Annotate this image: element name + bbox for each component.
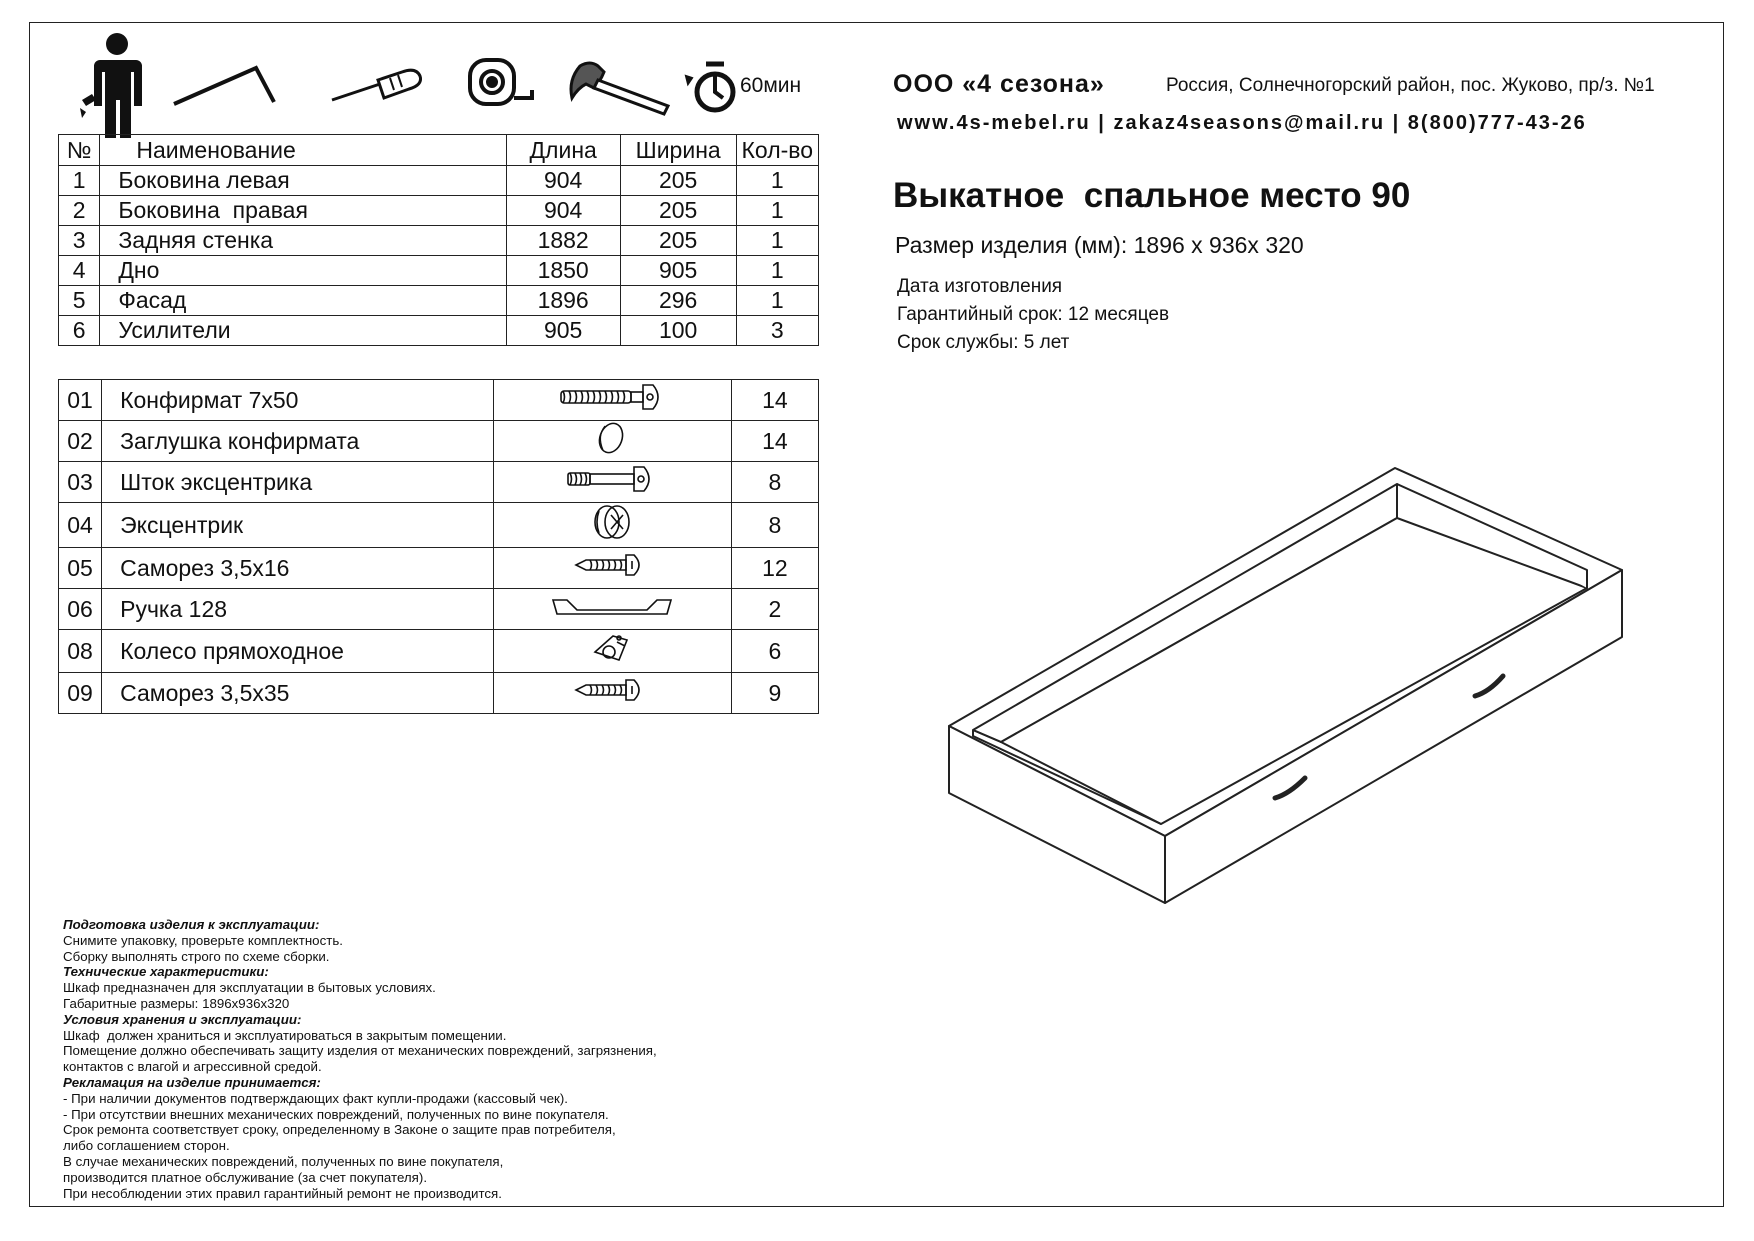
notes-line: Шкаф должен храниться и эксплуатироваться в закрытым помещении. bbox=[63, 1027, 507, 1043]
hardware-name: Эксцентрик bbox=[102, 503, 494, 548]
hardware-number: 08 bbox=[59, 630, 102, 673]
part-width: 205 bbox=[620, 196, 736, 226]
notes-line: Помещение должно обеспечивать защиту изделия от механических повреждений, загрязнения, bbox=[63, 1043, 657, 1059]
hardware-name: Заглушка конфирмата bbox=[102, 421, 494, 462]
person-icon bbox=[80, 33, 142, 138]
notes-line: либо соглашением сторон. bbox=[63, 1138, 230, 1154]
tools-row bbox=[80, 28, 840, 140]
part-number: 6 bbox=[59, 316, 100, 346]
hardware-quantity: 8 bbox=[731, 462, 818, 503]
table-row bbox=[59, 462, 819, 503]
notes-heading: Условия хранения и эксплуатации: bbox=[63, 1011, 302, 1027]
company-contacts: www.4s-mebel.ru | zakaz4seasons@mail.ru | 8(800)777-43-26 bbox=[897, 112, 1587, 134]
part-quantity: 1 bbox=[736, 256, 818, 286]
part-name: Задняя стенка bbox=[100, 226, 506, 256]
notes-line: При несоблюдении этих правил гарантийный ремонт не производится. bbox=[63, 1185, 502, 1201]
table-row bbox=[59, 286, 819, 316]
stopwatch-icon bbox=[686, 64, 733, 110]
notes-line: - При наличии документов подтверждающих факт купли-продажи (кассовый чек). bbox=[63, 1090, 568, 1106]
company-address: Россия, Солнечногорский район, пос. Жуково, пр/з. №1 bbox=[1166, 75, 1655, 96]
part-number: 5 bbox=[59, 286, 100, 316]
assembly-time: 60мин bbox=[740, 74, 802, 97]
table-row bbox=[59, 673, 819, 714]
cap-icon bbox=[587, 421, 637, 455]
wheel-icon bbox=[587, 630, 637, 666]
hardware-quantity: 12 bbox=[731, 548, 818, 589]
header-number: № bbox=[59, 135, 100, 166]
hardware-quantity: 14 bbox=[731, 421, 818, 462]
notes-heading: Подготовка изделия к эксплуатации: bbox=[63, 917, 320, 932]
part-name: Боковина правая bbox=[100, 196, 506, 226]
part-quantity: 1 bbox=[736, 226, 818, 256]
notes-line: Срок ремонта соответствует сроку, определенному в Законе о защите прав потребителя, bbox=[63, 1122, 616, 1138]
hardware-number: 09 bbox=[59, 673, 102, 714]
hardware-number: 01 bbox=[59, 380, 102, 421]
part-quantity: 1 bbox=[736, 166, 818, 196]
notes-line: Габаритные размеры: 1896х936х320 bbox=[63, 995, 290, 1011]
manufacture-date: Дата изготовления bbox=[897, 276, 1063, 297]
product-title: Выкатное спальное место 90 bbox=[893, 176, 1411, 215]
table-row bbox=[59, 630, 819, 673]
part-width: 296 bbox=[620, 286, 736, 316]
part-length: 1850 bbox=[506, 256, 620, 286]
part-length: 905 bbox=[506, 316, 620, 346]
table-row bbox=[59, 421, 819, 462]
part-name: Боковина левая bbox=[100, 166, 506, 196]
hammer-icon bbox=[571, 63, 668, 114]
part-name: Дно bbox=[100, 256, 506, 286]
part-quantity: 1 bbox=[736, 196, 818, 226]
header-length: Длина bbox=[506, 135, 620, 166]
hardware-number: 03 bbox=[59, 462, 102, 503]
header-quantity: Кол-во bbox=[736, 135, 818, 166]
hardware-name: Конфирмат 7х50 bbox=[102, 380, 494, 421]
hardware-quantity: 2 bbox=[731, 589, 818, 630]
hardware-name: Колесо прямоходное bbox=[102, 630, 494, 673]
notes-heading: Технические характеристики: bbox=[63, 964, 269, 980]
part-quantity: 3 bbox=[736, 316, 818, 346]
hardware-name: Шток эксцентрика bbox=[102, 462, 494, 503]
part-length: 904 bbox=[506, 166, 620, 196]
part-name: Фасад bbox=[100, 286, 506, 316]
notes-line: контактов с влагой и агрессивной средой. bbox=[63, 1059, 322, 1075]
notes-line: Снимите упаковку, проверьте комплектность. bbox=[63, 932, 343, 948]
screw-icon bbox=[572, 551, 652, 579]
hardware-quantity: 6 bbox=[731, 630, 818, 673]
tape-measure-icon bbox=[470, 60, 532, 104]
hardware-name: Саморез 3,5х16 bbox=[102, 548, 494, 589]
hex-key-icon bbox=[174, 68, 274, 104]
header-name: Наименование bbox=[100, 135, 506, 166]
table-row bbox=[59, 503, 819, 548]
hardware-quantity: 14 bbox=[731, 380, 818, 421]
hardware-quantity: 8 bbox=[731, 503, 818, 548]
part-length: 1882 bbox=[506, 226, 620, 256]
eccentric-bolt-icon bbox=[562, 463, 662, 495]
table-row bbox=[59, 380, 819, 421]
hardware-name: Ручка 128 bbox=[102, 589, 494, 630]
part-quantity: 1 bbox=[736, 286, 818, 316]
notes-line: Сборку выполнять строго по схеме сборки. bbox=[63, 948, 330, 964]
notes-line: - При отсутствии внешних механических повреждений, полученных по вине покупателя. bbox=[63, 1106, 609, 1122]
table-row bbox=[59, 226, 819, 256]
part-width: 205 bbox=[620, 226, 736, 256]
table-row bbox=[59, 589, 819, 630]
table-row bbox=[59, 316, 819, 346]
part-width: 100 bbox=[620, 316, 736, 346]
hardware-table bbox=[58, 379, 819, 714]
notes-line: производится платное обслуживание (за счет покупателя). bbox=[63, 1169, 428, 1185]
part-number: 1 bbox=[59, 166, 100, 196]
screw-icon bbox=[572, 676, 652, 704]
part-width: 905 bbox=[620, 256, 736, 286]
company-name: ООО «4 сезона» bbox=[893, 70, 1105, 98]
handle-icon bbox=[547, 592, 677, 620]
table-row bbox=[59, 256, 819, 286]
part-name: Усилители bbox=[100, 316, 506, 346]
part-length: 904 bbox=[506, 196, 620, 226]
operation-notes bbox=[63, 917, 843, 1201]
part-number: 2 bbox=[59, 196, 100, 226]
warranty: Гарантийный срок: 12 месяцев bbox=[897, 304, 1170, 325]
notes-line: Шкаф предназначен для эксплуатации в бытовых условиях. bbox=[63, 980, 436, 996]
screwdriver-icon bbox=[332, 70, 421, 100]
drawer-drawing bbox=[935, 460, 1635, 920]
hardware-number: 06 bbox=[59, 589, 102, 630]
product-size: Размер изделия (мм): 1896 х 936х 320 bbox=[895, 232, 1304, 258]
table-row bbox=[59, 196, 819, 226]
notes-heading: Рекламация на изделие принимается: bbox=[63, 1074, 321, 1090]
table-row bbox=[59, 166, 819, 196]
hardware-number: 02 bbox=[59, 421, 102, 462]
part-number: 3 bbox=[59, 226, 100, 256]
notes-line: В случае механических повреждений, полученных по вине покупателя, bbox=[63, 1153, 504, 1169]
confirmat-screw-icon bbox=[557, 381, 667, 413]
service-life: Срок службы: 5 лет bbox=[897, 332, 1070, 353]
part-width: 205 bbox=[620, 166, 736, 196]
hardware-number: 04 bbox=[59, 503, 102, 548]
eccentric-icon bbox=[587, 503, 637, 541]
table-row bbox=[59, 548, 819, 589]
parts-table-header bbox=[59, 135, 819, 166]
hardware-quantity: 9 bbox=[731, 673, 818, 714]
part-number: 4 bbox=[59, 256, 100, 286]
header-width: Ширина bbox=[620, 135, 736, 166]
hardware-name: Саморез 3,5х35 bbox=[102, 673, 494, 714]
parts-table bbox=[58, 134, 819, 346]
hardware-number: 05 bbox=[59, 548, 102, 589]
part-length: 1896 bbox=[506, 286, 620, 316]
